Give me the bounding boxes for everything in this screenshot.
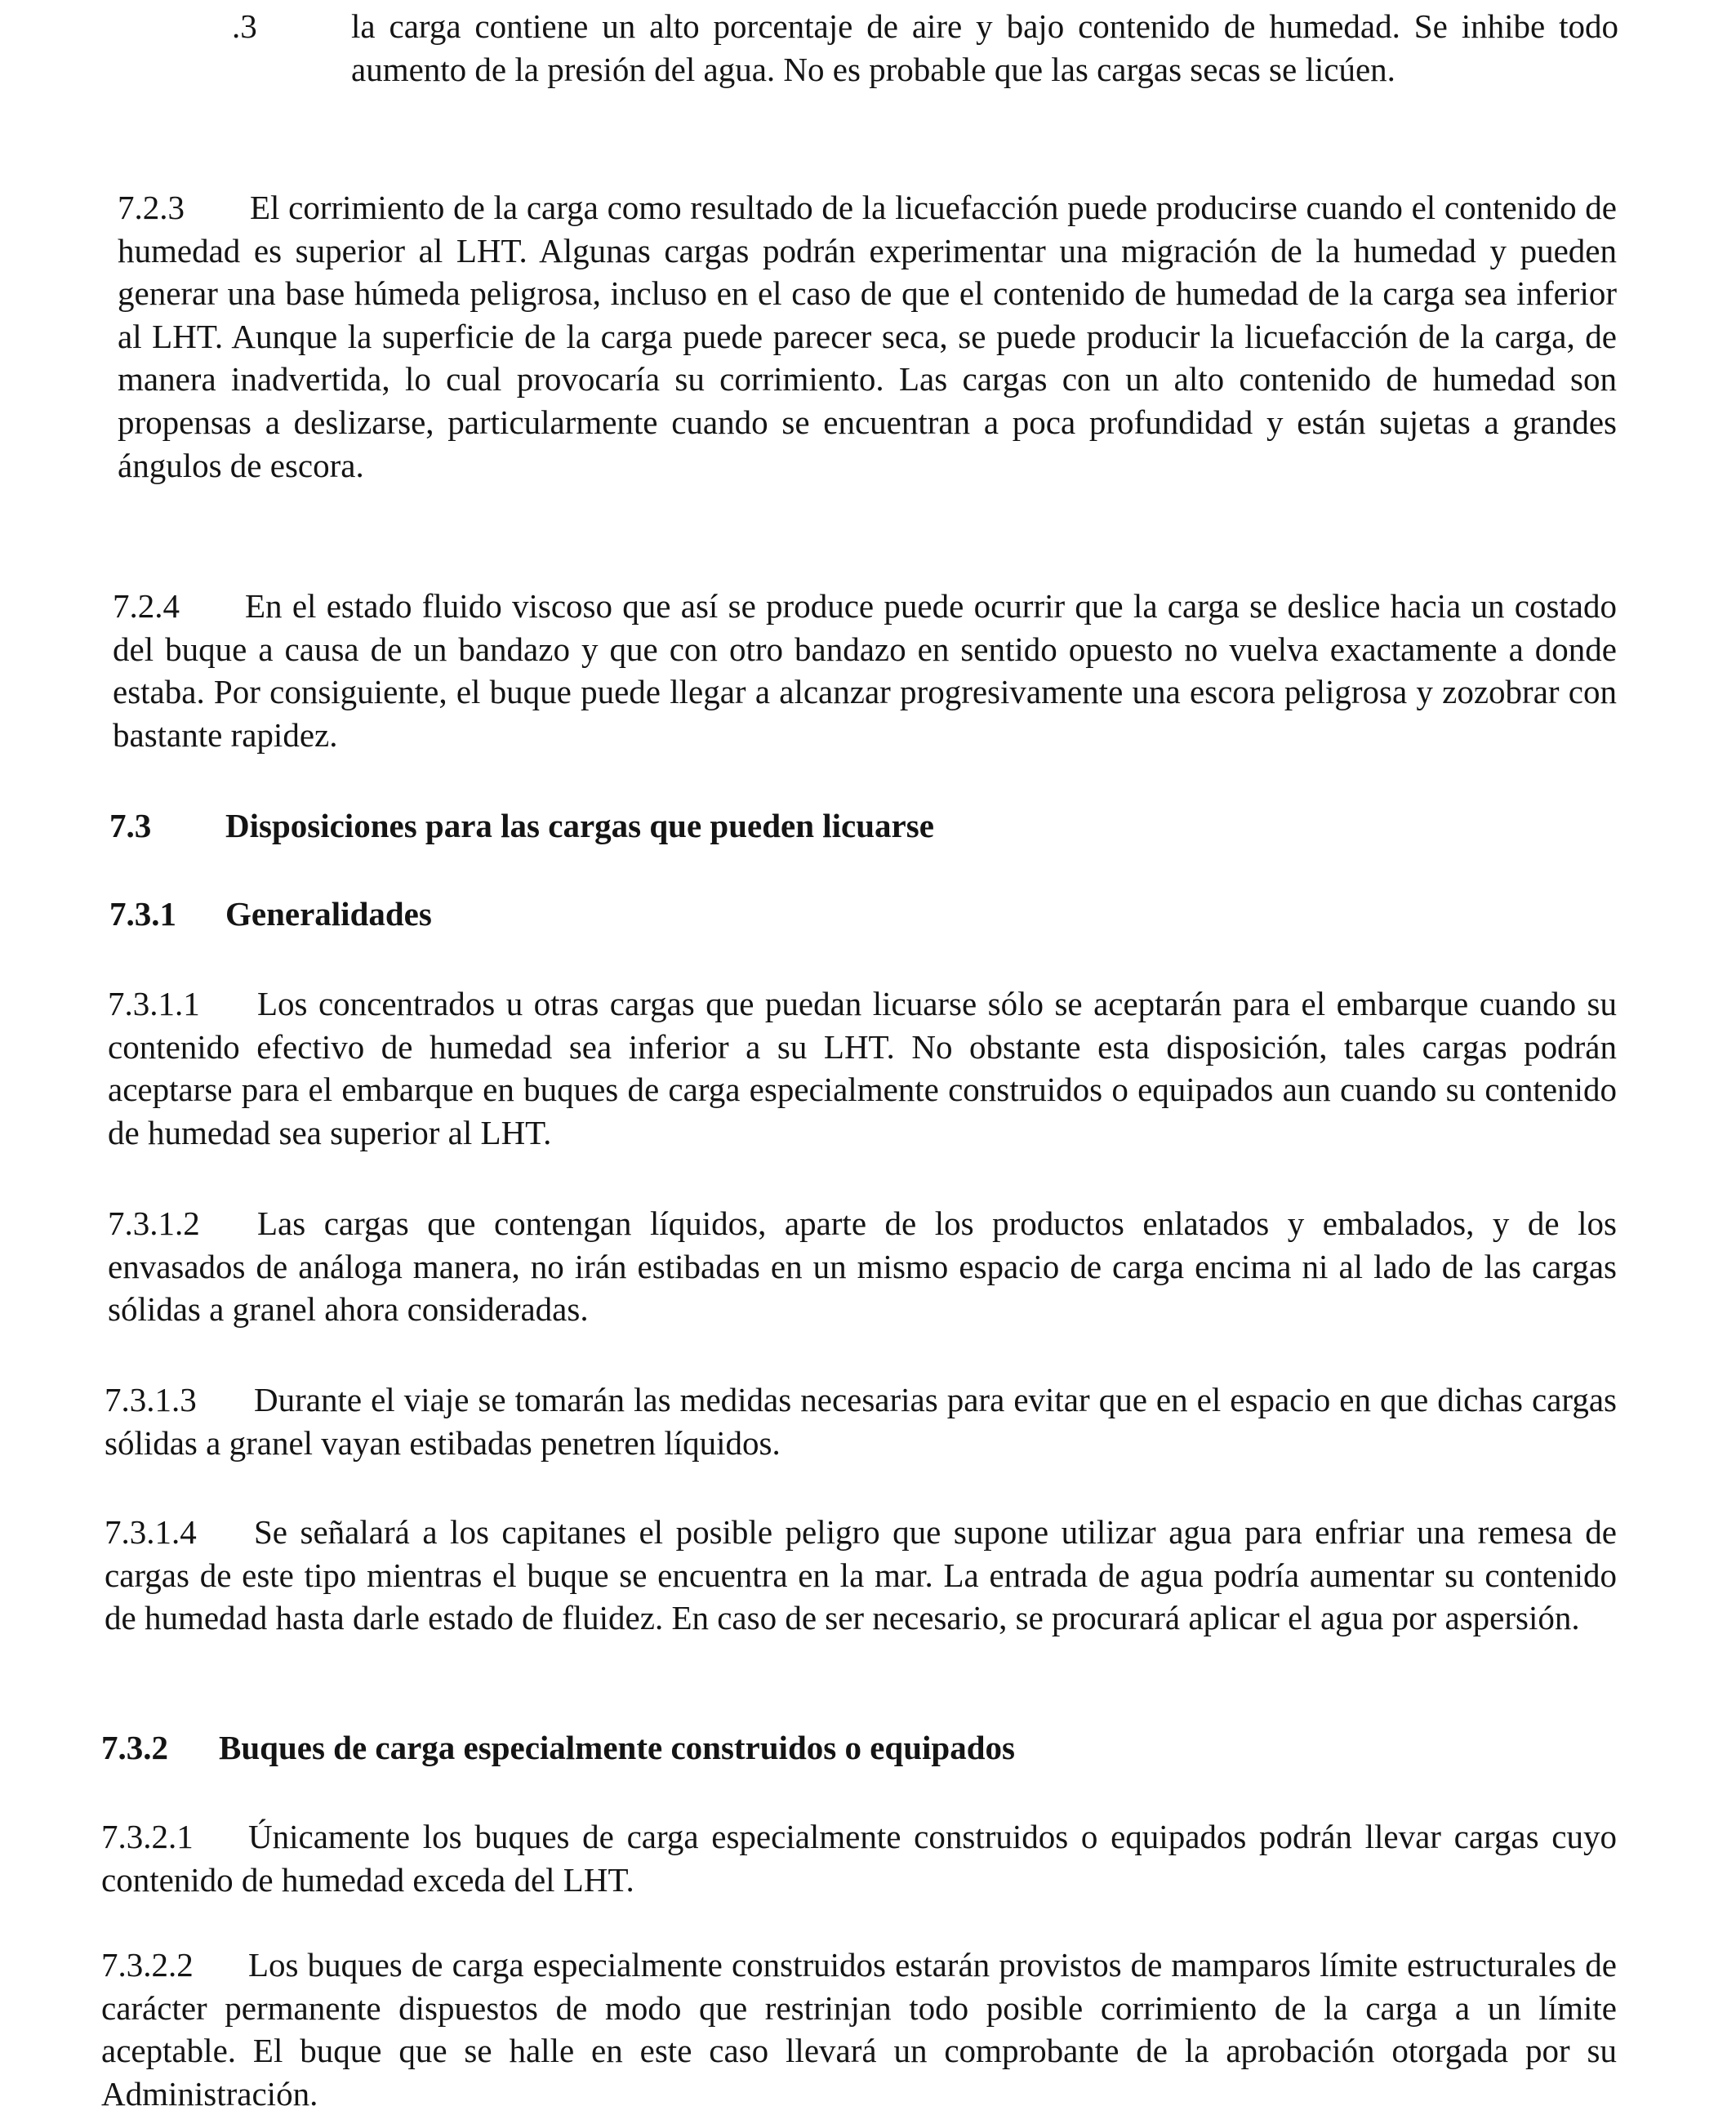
section-heading-7-3-2 bbox=[101, 1726, 1015, 1769]
heading-title: Generalidades bbox=[225, 895, 432, 933]
paragraph-7-3-2-1 bbox=[101, 1815, 1617, 1901]
heading-title: Buques de carga especialmente construidos o equipados bbox=[219, 1729, 1015, 1766]
paragraph-text: El corrimiento de la carga como resultado de la licuefacción puede producirse cuando el contenido de humedad es superior al LHT. Algunas cargas podrán experimentar una migración de la humedad y pueden generar una base húmeda peligrosa, incluso en el caso de que el contenido de humedad de la carga sea inferior al LHT. Aunque la superficie de la carga puede parecer seca, se puede producir la licuefacción de la carga, de manera inadvertida, lo cual provocaría su corrimiento. Las cargas con un alto contenido de humedad son propensas a deslizarse, particularmente cuando se encuentran a poca profundidad y están sujetas a grandes ángulos de escora. bbox=[118, 189, 1617, 484]
heading-title: Disposiciones para las cargas que pueden licuarse bbox=[225, 807, 934, 844]
section-heading-7-3 bbox=[109, 804, 934, 847]
paragraph-text: Únicamente los buques de carga especialmente construidos o equipados podrán llevar cargas cuyo contenido de humedad exceda del LHT. bbox=[101, 1818, 1617, 1899]
paragraph-text: Los concentrados u otras cargas que puedan licuarse sólo se aceptarán para el embarque cuando su contenido efectivo de humedad sea inferior a su LHT. No obstante esta disposición, tales cargas podrán aceptarse para el embarque en buques de carga especialmente construidos o equipados aun cuando su contenido de humedad sea superior al LHT. bbox=[108, 985, 1617, 1151]
paragraph-number: 7.3.2.1 bbox=[101, 1818, 194, 1855]
heading-number: 7.3.1 bbox=[109, 895, 176, 933]
heading-number: 7.3.2 bbox=[101, 1729, 168, 1766]
paragraph-7-3-1-4 bbox=[105, 1511, 1617, 1640]
list-item-text: la carga contiene un alto porcentaje de aire y bajo contenido de humedad. Se inhibe todo aumento de la presión del agua. No es probable que las cargas secas se licúen. bbox=[351, 7, 1618, 88]
list-item-number: .3 bbox=[232, 7, 257, 45]
paragraph-text: Se señalará a los capitanes el posible peligro que supone utilizar agua para enfriar una remesa de cargas de este tipo mientras el buque se encuentra en la mar. La entrada de agua podría aumentar su contenido de humedad hasta darle estado de fluidez. En caso de ser necesario, se procurará aplicar el agua por aspersión. bbox=[105, 1513, 1617, 1637]
paragraph-text: Durante el viaje se tomarán las medidas necesarias para evitar que en el espacio en que dichas cargas sólidas a granel vayan estibadas penetren líquidos. bbox=[105, 1381, 1617, 1462]
heading-number: 7.3 bbox=[109, 807, 152, 844]
paragraph-number: 7.3.1.3 bbox=[105, 1381, 197, 1418]
paragraph-7-3-1-1 bbox=[108, 982, 1617, 1154]
section-heading-7-3-1 bbox=[109, 893, 432, 935]
paragraph-number: 7.3.1.4 bbox=[105, 1513, 197, 1551]
paragraph-number: 7.3.1.1 bbox=[108, 985, 200, 1022]
paragraph-number: 7.2.3 bbox=[118, 189, 185, 226]
paragraph-7-2-4 bbox=[113, 585, 1617, 756]
paragraph-7-2-3 bbox=[118, 186, 1617, 487]
paragraph-7-3-1-3 bbox=[105, 1378, 1617, 1464]
paragraph-7-3-2-2 bbox=[101, 1944, 1617, 2115]
paragraph-7-3-1-2 bbox=[108, 1202, 1617, 1331]
paragraph-text: En el estado fluido viscoso que así se produce puede ocurrir que la carga se deslice hacia un costado del buque a causa de un bandazo y que con otro bandazo en sentido opuesto no vuelva exactamente a donde estaba. Por consiguiente, el buque puede llegar a alcanzar progresivamente una escora peligrosa y zozobrar con bastante rapidez. bbox=[113, 587, 1617, 754]
paragraph-number: 7.3.1.2 bbox=[108, 1204, 200, 1242]
paragraph-text: Los buques de carga especialmente construidos estarán provistos de mamparos límite estructurales de carácter permanente dispuestos de modo que restrinjan todo posible corrimiento de la carga a un límite aceptable. El buque que se halle en este caso llevará un comprobante de la aprobación otorgada por su Administración. bbox=[101, 1946, 1617, 2113]
paragraph-text: Las cargas que contengan líquidos, aparte de los productos enlatados y embalados, y de los envasados de análoga manera, no irán estibadas en un mismo espacio de carga encima ni al lado de las cargas sólidas a granel ahora consideradas. bbox=[108, 1204, 1617, 1329]
paragraph-number: 7.2.4 bbox=[113, 587, 180, 625]
paragraph-number: 7.3.2.2 bbox=[101, 1946, 194, 1984]
